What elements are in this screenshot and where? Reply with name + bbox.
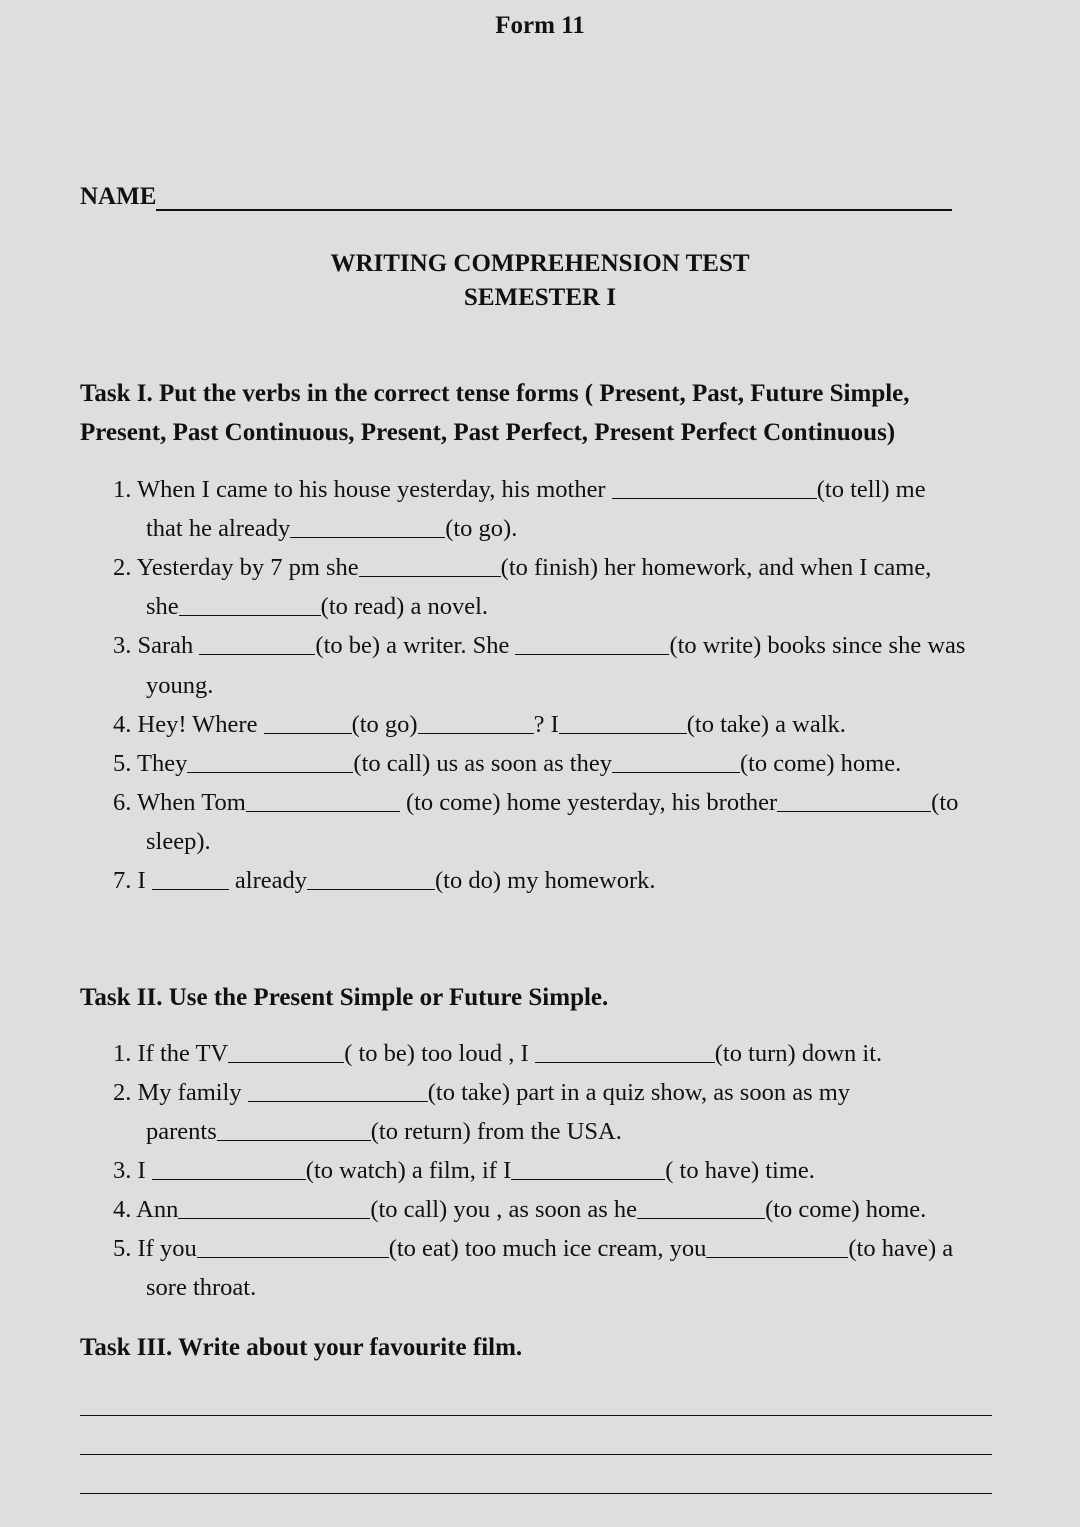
- item-text: (to go).: [445, 515, 518, 542]
- item-text: 6. When Tom: [113, 789, 246, 816]
- answer-blank[interactable]: [152, 1157, 306, 1180]
- answer-blank[interactable]: [418, 711, 534, 734]
- task1-heading-line1: Task I. Put the verbs in the correct tense forms ( Present, Past, Future Simple,: [80, 380, 910, 407]
- item-text: 3. I: [113, 1157, 152, 1184]
- task2-item-2: [113, 1073, 1013, 1112]
- answer-blank[interactable]: [178, 1196, 370, 1219]
- item-text: 3. Sarah: [113, 632, 200, 659]
- answer-blank[interactable]: [290, 515, 445, 538]
- form-label: Form 11: [495, 12, 585, 39]
- task3-heading: Task III. Write about your favourite film.: [80, 1334, 523, 1361]
- item-text: (to take) a walk.: [686, 711, 846, 738]
- answer-blank[interactable]: [535, 1040, 715, 1063]
- item-text: (to come) home.: [765, 1196, 927, 1223]
- item-text: 4. Ann: [113, 1196, 179, 1223]
- item-text: (to call) us as soon as they: [353, 750, 612, 777]
- writing-line[interactable]: [80, 1454, 992, 1455]
- item-text: (to write) books since she was: [669, 632, 966, 659]
- task2-item-2-cont: [146, 1112, 1046, 1151]
- item-text: sleep).: [146, 828, 211, 855]
- answer-blank[interactable]: [228, 1040, 344, 1063]
- item-text: parents: [146, 1118, 217, 1145]
- answer-blank[interactable]: [248, 1079, 428, 1102]
- item-text: (to finish) her homework, and when I came,: [500, 554, 932, 581]
- item-text: (to call) you , as soon as he: [370, 1196, 638, 1223]
- task1-item-5: [113, 744, 1013, 783]
- item-text: (to go): [351, 711, 418, 738]
- answer-blank[interactable]: [217, 1118, 371, 1141]
- task1-item-1: [113, 470, 1013, 509]
- item-text: already: [228, 867, 308, 894]
- item-text: (to tell) me: [816, 476, 926, 503]
- answer-blank[interactable]: [246, 789, 400, 812]
- item-text: (to turn) down it.: [714, 1040, 883, 1067]
- task2-heading: Task II. Use the Present Simple or Future Simple.: [80, 984, 609, 1011]
- answer-blank[interactable]: [179, 593, 321, 616]
- task2-item-1: [113, 1034, 1013, 1073]
- answer-blank[interactable]: [511, 1157, 665, 1180]
- answer-blank[interactable]: [359, 554, 501, 577]
- item-text: young.: [146, 672, 214, 699]
- item-text: (to come) home yesterday, his brother: [399, 789, 778, 816]
- item-text: (to eat) too much ice cream, you: [388, 1235, 707, 1262]
- answer-blank[interactable]: [187, 750, 353, 773]
- task1-heading-line2: Present, Past Continuous, Present, Past Perfect, Present Perfect Continuous): [80, 419, 896, 446]
- task1-item-1-cont: [146, 509, 1046, 548]
- task1-heading: [80, 374, 1010, 452]
- item-text: 1. When I came to his house yesterday, his mother: [113, 476, 612, 503]
- task2-item-5-cont: [146, 1268, 1046, 1307]
- semester-title: SEMESTER I: [463, 284, 617, 311]
- task2-item-3: [113, 1151, 1013, 1190]
- item-text: 7. I: [113, 867, 152, 894]
- item-text: (to read) a novel.: [320, 593, 489, 620]
- answer-blank[interactable]: [777, 789, 931, 812]
- task1-item-6: [113, 783, 1013, 822]
- answer-blank[interactable]: [515, 632, 669, 655]
- item-text: 1. If the TV: [113, 1040, 229, 1067]
- answer-blank[interactable]: [637, 1196, 765, 1219]
- answer-blank[interactable]: [559, 711, 687, 734]
- item-text: (to return) from the USA.: [370, 1118, 622, 1145]
- answer-blank[interactable]: [612, 476, 817, 499]
- answer-blank[interactable]: [152, 867, 229, 890]
- answer-blank[interactable]: [706, 1235, 848, 1258]
- task1-item-3: [113, 626, 1013, 665]
- answer-blank[interactable]: [264, 711, 352, 734]
- item-text: ( to be) too loud , I: [344, 1040, 535, 1067]
- item-text: ( to have) time.: [665, 1157, 815, 1184]
- item-text: that he already: [146, 515, 291, 542]
- item-text: (to take) part in a quiz show, as soon as my: [427, 1079, 851, 1106]
- task2-item-4: [113, 1190, 1013, 1229]
- name-label: NAME: [80, 183, 157, 210]
- task1-item-7: [113, 861, 1013, 900]
- item-text: she: [146, 593, 179, 620]
- name-input-line[interactable]: [156, 183, 952, 211]
- item-text: (to do) my homework.: [435, 867, 656, 894]
- writing-line[interactable]: [80, 1493, 992, 1494]
- task1-item-6-cont: [146, 822, 1046, 861]
- item-text: (to be) a writer. She: [315, 632, 516, 659]
- item-text: (to have) a: [848, 1235, 954, 1262]
- item-text: (to watch) a film, if I: [305, 1157, 512, 1184]
- answer-blank[interactable]: [307, 867, 435, 890]
- item-text: 5. If you: [113, 1235, 197, 1262]
- writing-line[interactable]: [80, 1415, 992, 1416]
- item-text: 2. My family: [113, 1079, 248, 1106]
- answer-blank[interactable]: [199, 632, 315, 655]
- item-text: ? I: [533, 711, 559, 738]
- item-text: 2. Yesterday by 7 pm she: [113, 554, 359, 581]
- name-row: [80, 183, 952, 211]
- answer-blank[interactable]: [612, 750, 740, 773]
- task1-item-2: [113, 548, 1013, 587]
- task1-item-4: [113, 705, 1013, 744]
- item-text: (to: [931, 789, 959, 816]
- item-text: 4. Hey! Where: [113, 711, 264, 738]
- test-title: WRITING COMPREHENSION TEST: [330, 250, 750, 277]
- item-text: (to come) home.: [739, 750, 902, 777]
- answer-blank[interactable]: [197, 1235, 389, 1258]
- task1-item-3-cont: [146, 666, 1046, 705]
- task2-item-5: [113, 1229, 1013, 1268]
- task1-item-2-cont: [146, 587, 1046, 626]
- item-text: sore throat.: [146, 1274, 257, 1301]
- item-text: 5. They: [113, 750, 188, 777]
